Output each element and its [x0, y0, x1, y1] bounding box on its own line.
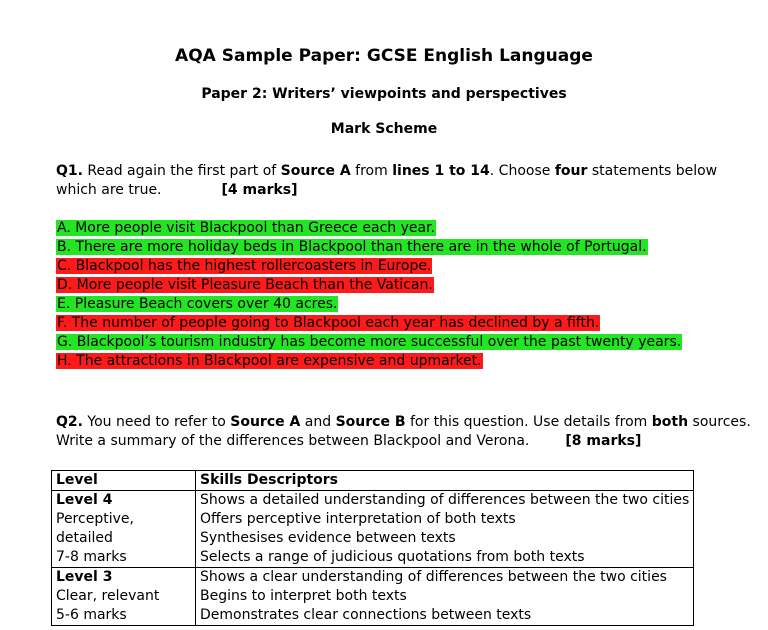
statement-d: [56, 276, 736, 295]
q1-source: Source A: [280, 163, 351, 179]
level-name: Level 4: [56, 492, 113, 508]
q1-text-2: from: [350, 163, 393, 179]
paper-subtitle: Paper 2: Writers’ viewpoints and perspectives: [201, 86, 567, 102]
q1-line-2: which are true.: [56, 182, 162, 198]
statement-text: A. More people visit Blackpool than Greece each year.: [57, 220, 435, 236]
statement-text: D. More people visit Pleasure Beach than the Vatican.: [57, 277, 433, 293]
statement-f: [56, 314, 736, 333]
statement-e: [56, 295, 736, 314]
level-name: Level 3: [56, 569, 113, 585]
q1-four: four: [554, 163, 588, 179]
level-marks: 7-8 marks: [56, 549, 127, 565]
statement-b: [56, 238, 736, 257]
skill-item: Offers perceptive interpretation of both texts: [200, 511, 516, 527]
q2-text-1: You need to refer to: [82, 414, 231, 430]
q2-text-3: for this question. Use details from: [405, 414, 652, 430]
q2-both: both: [651, 414, 689, 430]
statement-text: C. Blackpool has the highest rollercoasters in Europe.: [57, 258, 432, 274]
skills-cell: [196, 491, 694, 568]
q1-label: Q1.: [56, 163, 83, 179]
document-title: AQA Sample Paper: GCSE English Language: [175, 46, 593, 66]
q2-source-a: Source A: [230, 414, 301, 430]
statement-text: H. The attractions in Blackpool are expensive and upmarket.: [57, 353, 482, 369]
q1-lines: lines 1 to 14: [392, 163, 490, 179]
level-cell: [52, 491, 196, 568]
statement-text: G. Blackpool’s tourism industry has become more successful over the past twenty years.: [57, 334, 682, 350]
level-desc: detailed: [56, 530, 113, 546]
skill-item: Begins to interpret both texts: [200, 588, 407, 604]
skill-item: Synthesises evidence between texts: [200, 530, 456, 546]
q2-line-2: Write a summary of the differences between Blackpool and Verona.: [56, 433, 530, 449]
statement-a: [56, 219, 736, 238]
q2-label: Q2.: [56, 414, 83, 430]
q2-source-b: Source B: [335, 414, 406, 430]
header-skills: Skills Descriptors: [196, 471, 694, 491]
table-header-row: [52, 471, 694, 491]
q1-marks: [4 marks]: [221, 182, 298, 198]
level-desc: Clear, relevant: [56, 588, 160, 604]
statement-text: B. There are more holiday beds in Blackpool than there are in the whole of Portugal.: [57, 239, 647, 255]
q1-text-4: statements below: [587, 163, 718, 179]
q2-marks: [8 marks]: [565, 433, 642, 449]
mark-scheme-heading: Mark Scheme: [330, 121, 438, 137]
skill-item: Shows a clear understanding of differences between the two cities: [200, 569, 667, 585]
skill-item: Demonstrates clear connections between texts: [200, 607, 532, 623]
skills-cell: [196, 568, 694, 626]
level-cell: [52, 568, 196, 626]
statement-g: [56, 333, 736, 352]
q1-text-3: . Choose: [489, 163, 555, 179]
table-row: [52, 491, 694, 568]
level-marks: 5-6 marks: [56, 607, 127, 623]
header-level: Level: [52, 471, 196, 491]
skill-item: Shows a detailed understanding of differences between the two cities: [200, 492, 690, 508]
statement-h: [56, 352, 736, 371]
statement-c: [56, 257, 736, 276]
question-2-prompt: [56, 413, 756, 451]
statement-text: F. The number of people going to Blackpool each year has declined by a fifth.: [57, 315, 600, 331]
q1-statements: [56, 219, 736, 371]
statement-text: E. Pleasure Beach covers over 40 acres.: [57, 296, 338, 312]
question-1-prompt: [56, 162, 736, 200]
table-row: [52, 568, 694, 626]
level-desc: Perceptive,: [56, 511, 134, 527]
q2-text-4: sources.: [688, 414, 751, 430]
q2-text-2: and: [300, 414, 336, 430]
skill-item: Selects a range of judicious quotations from both texts: [200, 549, 585, 565]
skills-table: [51, 470, 694, 626]
q1-text-1: Read again the first part of: [82, 163, 281, 179]
